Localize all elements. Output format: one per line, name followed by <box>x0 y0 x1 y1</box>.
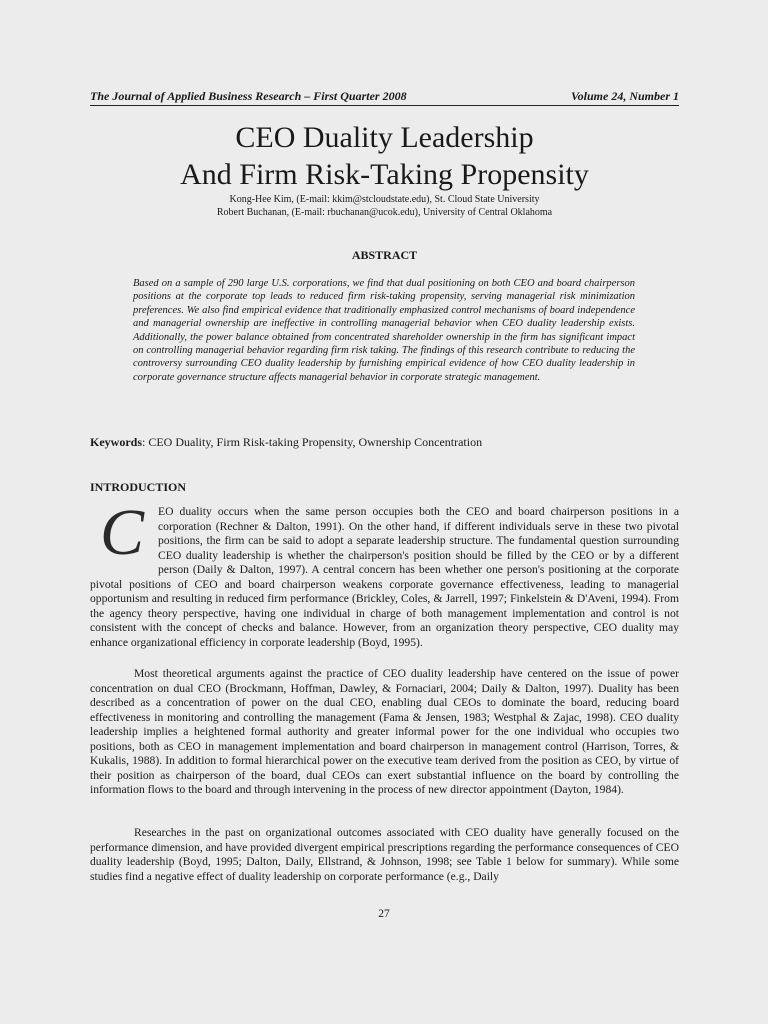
author-1: Kong-Hee Kim, (E-mail: kkim@stcloudstate.edu), St. Cloud State University <box>229 194 540 205</box>
keywords-colon: : <box>142 435 149 449</box>
author-list <box>90 194 679 219</box>
volume-number: Volume 24, Number 1 <box>570 89 679 103</box>
introduction-paragraph-3: Researches in the past on organizational outcomes associated with CEO duality have generally focused on the performance dimension, and have provided divergent empirical prescriptions regarding the performance consequences of CEO duality leadership (Boyd, 1995; Dalton, Daily, Ellstrand, & Johnson, 1998; see Table 1 below for summary). While some studies find a negative effect of duality leadership on corporate performance (e.g., Daily <box>90 826 679 883</box>
introduction-heading: INTRODUCTION <box>90 480 187 494</box>
page-number: 27 <box>378 908 390 920</box>
paper-title <box>90 119 679 193</box>
introduction-paragraph-2: Most theoretical arguments against the practice of CEO duality leadership have centered on the issue of power concentration on dual CEO (Brockmann, Hoffman, Dawley, & Fornaciari, 2004; Daily & Dalton, 1997). Duality has been described as a concentration of power on the dual CEO, enabling dual CEOs to dominate the board, reducing board effectiveness in monitoring and controlling the management (Fama & Jensen, 1983; Westphal & Zajac, 1998). CEO duality leadership implies a heightened formal authority and greater informal power for the one individual who occupies two positions, both as CEO in management implementation and board chairperson in management control (Harrison, Torres, & Kukalis, 1988). In addition to formal hierarchical power on the executive team derived from the position as CEO, by virtue of their position as chairperson of the board, dual CEOs can exert substantial influence on the board by controlling the information flows to the board and through intervening in the process of new director appointment (Dayton, 1984). <box>90 667 679 797</box>
introduction-paragraph-1 <box>90 496 679 650</box>
author-2: Robert Buchanan, (E-mail: rbuchanan@ucok.edu), University of Central Oklahoma <box>216 206 553 218</box>
title-line-2: And Firm Risk-Taking Propensity <box>180 158 589 191</box>
keywords-label: Keywords <box>90 435 142 449</box>
paragraph-1-text: EO duality occurs when the same person occupies both the CEO and board chairperson positions in a corporation (Rechner & Dalton, 1991). On the other hand, if different individuals serve in these two pivotal positions, the firm can be said to adopt a separate leadership structure. The fundamental question surrounding CEO duality leadership is whether the chairperson's position should be filled by the CEO or by a different person (Daily & Dalton, 1997). A central concern has been whether one person's positioning at the corporate pivotal positions of CEO and board chairperson weakens corporate governance effectiveness, leading to managerial opportunism and resulting in reduced firm performance (Brickley, Coles, & Jarrell, 1997; Finkelstein & D'Aveni, 1994). From the agency theory perspective, having one individual in charge of both management implementation and control is not consistent with the concept of checks and balance. However, from an organization theory perspective, CEO duality may enhance organizational efficiency in corporate leadership (Boyd, 1995). <box>90 505 679 649</box>
drop-cap-letter: C <box>99 496 145 569</box>
journal-name: The Journal of Applied Business Research – First Quarter 2008 <box>90 89 407 103</box>
abstract-body: Based on a sample of 290 large U.S. corporations, we find that dual positioning on both CEO and board chairperson positions at the corporate top leads to reduced firm risk-taking propensity, serving managerial risk minimization preferences. We also find empirical evidence that traditionally emphasized control mechanisms of board independence and managerial ownership are ineffective in controlling managerial behavior when CEO duality leadership exists. Additionally, the power balance obtained from concentrated shareholder ownership in the firm has significant impact on controlling managerial behavior regarding firm risk taking. The findings of this research contribute to reducing the controversy surrounding CEO duality leadership by furnishing empirical evidence of how CEO duality leadership in corporate governance structure affects managerial behavior in corporate strategic management. <box>133 278 635 383</box>
abstract-heading: ABSTRACT <box>351 248 418 262</box>
running-header <box>90 89 679 106</box>
keywords-text: CEO Duality, Firm Risk-taking Propensity, Ownership Concentration <box>148 435 483 449</box>
title-line-1: CEO Duality Leadership <box>235 121 534 154</box>
keywords-line <box>90 435 679 450</box>
